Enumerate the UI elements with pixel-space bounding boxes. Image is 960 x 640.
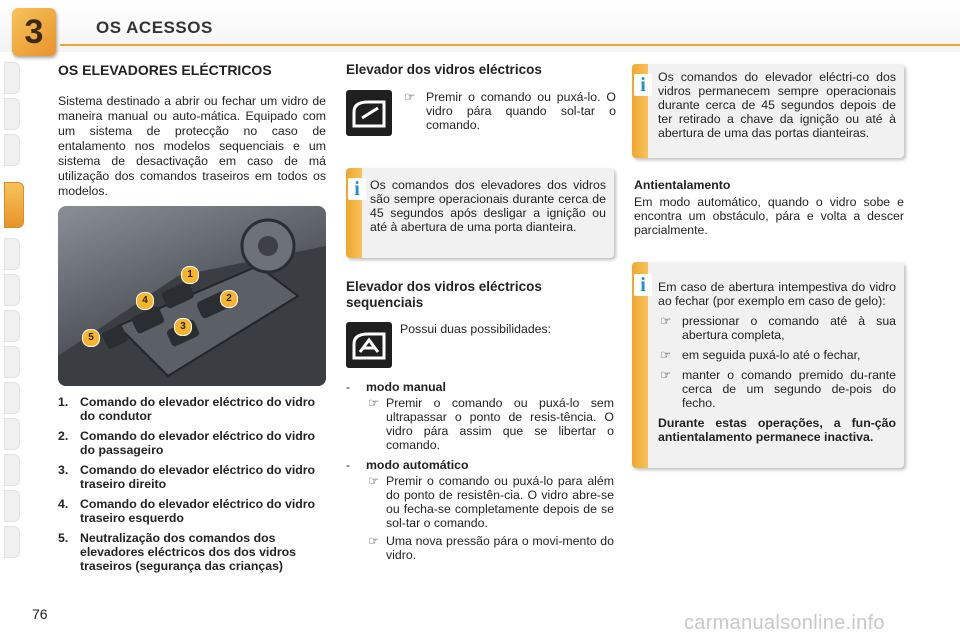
- list-item: 1. Comando do elevador eléctrico do vidro do condutor: [58, 395, 316, 423]
- subsection-heading: Elevador dos vidros eléctricos: [346, 62, 542, 77]
- chapter-badge: 3: [12, 8, 56, 56]
- control-legend-list: [58, 395, 326, 579]
- chapter-tab[interactable]: [4, 418, 20, 450]
- section-heading: OS ELEVADORES ELÉCTRICOS: [58, 62, 272, 78]
- chapter-tab[interactable]: [4, 490, 20, 522]
- chapter-tab[interactable]: [4, 238, 20, 270]
- info-warning: Durante estas operações, a fun-ção antientalamento permanece inactiva.: [658, 416, 896, 444]
- chapter-tab[interactable]: [4, 310, 20, 342]
- mode-automatic: - modo automático: [346, 458, 469, 472]
- chapter-tab-active[interactable]: [4, 182, 24, 228]
- manual-window-icon: [346, 90, 392, 136]
- hand-bullet-icon: ☞: [660, 314, 672, 328]
- callout-1: 1: [181, 266, 199, 284]
- list-item: 3. Comando do elevador eléctrico do vidro traseiro direito: [58, 463, 316, 491]
- switch-panel-illustration: [58, 206, 326, 386]
- chapter-tab[interactable]: [4, 526, 20, 558]
- info-icon: i: [348, 178, 366, 200]
- info-bullet: ☞ manter o comando premido du-rante cerca de um segundo de-pois do fecho.: [660, 368, 896, 410]
- possibilities-text: Possui duas possibilidades:: [400, 322, 552, 336]
- callout-4: 4: [136, 292, 154, 310]
- chapter-tab[interactable]: [4, 134, 20, 166]
- info-icon: i: [634, 74, 652, 96]
- info-text: Os comandos do elevador eléctri-co dos vidros permanecem sempre operacionais durante cerca de 45 segundos depois de ter retirado a chave da ignição ou até à abertura de uma das portas dianteiras.: [658, 70, 896, 140]
- mode-title: modo automático: [366, 458, 469, 472]
- hand-bullet-icon: ☞: [660, 348, 672, 362]
- info-box: [632, 262, 904, 468]
- window-switch-photo: [58, 206, 326, 386]
- hand-bullet-icon: ☞: [404, 90, 416, 104]
- mode-bullet: ☞ Premir o comando ou puxá-lo para além do ponto de resistên-cia. O vidro abre-se ou fecha-se completamente depois de se sol-tar o comando.: [368, 474, 614, 530]
- chapter-tab[interactable]: [4, 98, 20, 130]
- anti-pinch-heading: Antientalamento: [634, 178, 731, 192]
- mode-bullet: ☞ Premir o comando ou puxá-lo sem ultrapassar o ponto de resis-tência. O vidro pára assim que se libertar o comando.: [368, 396, 614, 452]
- chapter-tab[interactable]: [4, 346, 20, 378]
- manual-instruction: Premir o comando ou puxá-lo. O vidro pára quando sol-tar o comando.: [426, 90, 616, 132]
- list-item: 5. Neutralização dos comandos dos elevadores eléctricos dos dos vidros traseiros (segurança das crianças): [58, 531, 296, 573]
- info-box: [346, 168, 614, 258]
- hand-bullet-icon: ☞: [368, 534, 380, 548]
- info-bullet: ☞ em seguida puxá-lo até o fechar,: [660, 348, 861, 362]
- intro-paragraph: Sistema destinado a abrir ou fechar um vidro de maneira manual ou auto-mática. Equipado com um sistema de protecção no caso de entalamento nos modelos sequenciais e um sistema de desactivação em caso de má utilização dos comandos traseiros em todos os modelos.: [58, 94, 326, 198]
- chapter-tab[interactable]: [4, 454, 20, 486]
- list-item: 4. Comando do elevador eléctrico do vidro traseiro esquerdo: [58, 497, 316, 525]
- info-text: Os comandos dos elevadores dos vidros são sempre operacionais durante cerca de 45 segundos após desligar a ignição ou até à abertura de uma porta dianteira.: [370, 178, 606, 234]
- mode-bullet: ☞ Uma nova pressão pára o movi-mento do vidro.: [368, 534, 614, 562]
- chapter-tab[interactable]: [4, 382, 20, 414]
- hand-bullet-icon: ☞: [660, 368, 672, 382]
- hand-bullet-icon: ☞: [368, 396, 380, 410]
- header-rule: [60, 44, 960, 46]
- sequential-window-icon: [346, 322, 392, 368]
- modes-section: [346, 380, 614, 562]
- info-bullet: ☞ pressionar o comando até à sua abertura completa,: [660, 314, 896, 342]
- mode-title: modo manual: [366, 380, 446, 394]
- anti-pinch-text: Em modo automático, quando o vidro sobe e encontra um obstáculo, pára e volta a descer parcialmente.: [634, 195, 904, 237]
- page-number: 76: [32, 606, 48, 622]
- chapter-tab[interactable]: [4, 274, 20, 306]
- list-item: 2. Comando do elevador eléctrico do vidro do passageiro: [58, 429, 316, 457]
- info-content: [658, 280, 896, 444]
- info-box: [632, 64, 904, 158]
- callout-3: 3: [174, 318, 192, 336]
- info-icon: i: [634, 274, 652, 296]
- mode-manual: - modo manual: [346, 380, 446, 394]
- callout-5: 5: [82, 329, 100, 347]
- watermark: carmanualsonline.info: [684, 612, 885, 634]
- chapter-title: OS ACESSOS: [96, 18, 213, 37]
- subsection-heading: Elevador dos vidros eléctricos sequenciais: [346, 279, 542, 310]
- chapter-tab[interactable]: [4, 62, 20, 94]
- callout-2: 2: [220, 290, 238, 308]
- info-text: Em caso de abertura intempestiva do vidro ao fechar (por exemplo em caso de gelo):: [658, 280, 896, 308]
- hand-bullet-icon: ☞: [368, 474, 380, 488]
- chapter-tab-rail: [4, 62, 20, 572]
